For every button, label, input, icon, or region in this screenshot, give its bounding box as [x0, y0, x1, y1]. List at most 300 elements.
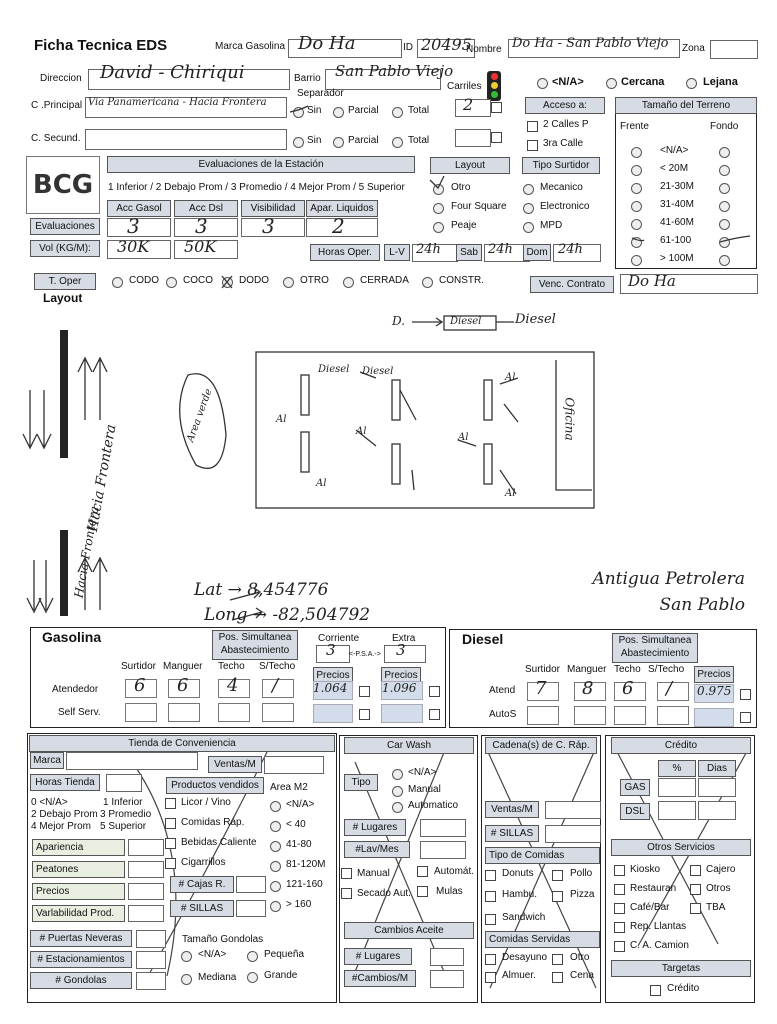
- sketch-lat: Lat → 8,454776: [194, 580, 329, 600]
- otros-servicio-checkbox[interactable]: [614, 941, 625, 952]
- tienda-producto-checkbox[interactable]: [165, 818, 176, 829]
- venc-contrato-value: Do Ha: [628, 272, 676, 290]
- cadenas-sillas-field[interactable]: [545, 825, 601, 843]
- gas-col-surtidor: Surtidor: [121, 661, 157, 672]
- hours-lv-value: 24h: [416, 242, 441, 257]
- bcg-logo: BCG: [32, 170, 94, 200]
- tienda-rating-field[interactable]: [128, 905, 164, 922]
- credito-header: Crédito: [611, 737, 751, 754]
- otros-servicio-label: Cajero: [706, 864, 736, 875]
- cadenas-pollo-label: Pollo: [570, 868, 593, 879]
- proximity-na-label: <N/A>: [552, 76, 584, 88]
- credito-col-pct: %: [658, 760, 696, 777]
- tienda-neveras-label: # Puertas Neveras: [30, 930, 132, 947]
- gas-precio-extra-value: 1.096: [382, 681, 417, 695]
- col-acc-gasol: Acc Gasol: [107, 200, 171, 217]
- evaluaciones-row-label: Evaluaciones: [30, 218, 100, 235]
- pump-label-6: Al: [356, 426, 367, 437]
- evaluaciones-scale: 1 Inferior / 2 Debajo Prom / 3 Promedio / 4 Mejor Prom / 5 Superior: [108, 182, 405, 193]
- gas-self-checkbox-2[interactable]: [429, 709, 440, 720]
- toper-option-label: CODO: [129, 275, 159, 286]
- dsl-atend-manguer-value: 8: [582, 678, 594, 699]
- tienda-producto-label: Comidas Ráp.: [181, 817, 245, 828]
- carwash-manual-checkbox[interactable]: [341, 868, 352, 879]
- terreno-option-label: < 20M: [660, 163, 689, 174]
- tienda-neveras-field[interactable]: [136, 930, 166, 948]
- terreno-option-label: > 100M: [660, 253, 694, 264]
- pump-label-7: Al: [458, 432, 469, 443]
- surtidor-electronico-label: Electronico: [540, 201, 590, 212]
- tienda-area-radio[interactable]: [270, 801, 281, 812]
- credito-card-checkbox[interactable]: [650, 985, 661, 996]
- tienda-marca-label: Marca: [30, 752, 64, 769]
- cadenas-otro-label: Otro: [570, 952, 590, 963]
- cadenas-ventas-field[interactable]: [545, 801, 601, 819]
- acceso-2calles-label: 2 Calles P: [543, 119, 589, 130]
- cadenas-sandwich-checkbox[interactable]: [485, 914, 496, 925]
- nombre-value: Do Ha - San Pablo Viejo: [512, 36, 669, 51]
- tienda-sillas-field[interactable]: [236, 900, 266, 917]
- cambios-cambios-field[interactable]: [430, 970, 464, 988]
- pump-label-4: Al: [505, 372, 516, 383]
- dsl-autos-stecho[interactable]: [657, 706, 689, 725]
- gas-atend-stecho-value: /: [272, 675, 279, 696]
- form-title: Ficha Tecnica EDS: [34, 37, 168, 54]
- otros-servicio-label: TBA: [706, 902, 726, 913]
- gas-atendedor-label: Atendedor: [52, 684, 99, 695]
- tienda-cajas-field[interactable]: [236, 876, 266, 893]
- tienda-marca-field[interactable]: [66, 752, 198, 770]
- terreno-frente-label: Frente: [620, 121, 649, 132]
- tienda-gondolas-label: # Gondolas: [30, 972, 132, 989]
- sketch-hacia-frontera: Hacia Frontera: [84, 423, 120, 533]
- tienda-ventas-field[interactable]: [264, 756, 324, 774]
- carwash-lavmes-label: #Lav/Mes: [344, 841, 410, 858]
- cadenas-pizza-label: Pizza: [570, 889, 595, 900]
- dsl-col-surtidor: Surtidor: [525, 664, 561, 675]
- tienda-area-label: Area M2: [270, 782, 308, 793]
- gasolina-pos-sim: Pos. Simultanea Abastecimiento: [212, 630, 298, 660]
- carwash-auto-radio[interactable]: [392, 802, 403, 813]
- cadenas-pizza-checkbox[interactable]: [552, 891, 563, 902]
- pump-label-1: Diesel: [318, 364, 350, 375]
- gasolina-psa: <-P.S.A.->: [349, 651, 381, 658]
- direccion-label: Direccion: [40, 73, 82, 84]
- otros-servicio-checkbox[interactable]: [614, 865, 625, 876]
- sketch-oficina: Oficina: [562, 397, 577, 441]
- sep1-total-label: Total: [408, 105, 430, 116]
- cambios-lugares-label: # Lugares: [344, 948, 412, 965]
- carwash-manual-radio[interactable]: [392, 786, 403, 797]
- dsl-atend-stecho-value: /: [666, 678, 673, 699]
- tienda-estac-field[interactable]: [136, 951, 166, 969]
- gasolina-extra-value: 3: [396, 641, 406, 659]
- scale-b-0: 1 Inferior: [103, 797, 143, 808]
- sep2-sin-label: Sin: [307, 135, 322, 146]
- tienda-area-label: 121-160: [286, 879, 323, 890]
- vol-dsl-value: 50K: [184, 237, 217, 256]
- dsl-atend-techo-value: 6: [622, 678, 634, 699]
- sep1-parcial-label: Parcial: [348, 105, 379, 116]
- layout-four-square-label: Four Square: [451, 201, 507, 212]
- scale-b-1: 3 Promedio: [100, 809, 152, 820]
- acceso-3ra-label: 3ra Calle: [543, 138, 584, 149]
- marca-value: Do Ha: [298, 33, 356, 54]
- terreno-header: Tamaño del Terreno: [615, 97, 757, 114]
- toper-option-label: COCO: [183, 275, 213, 286]
- arrow-up-4: [93, 558, 107, 610]
- carriles-value: 2: [463, 95, 474, 114]
- sketch-d-label: D.: [392, 314, 406, 328]
- gas-col-stecho: S/Techo: [259, 661, 296, 672]
- gas-self-stecho[interactable]: [262, 703, 294, 722]
- cadenas-header: Cadena(s) de C. Ráp.: [485, 737, 597, 754]
- layout-peaje-label: Peaje: [451, 220, 477, 231]
- gond-mediana-radio[interactable]: [181, 974, 192, 985]
- dsl-autos-checkbox[interactable]: [740, 712, 751, 723]
- otros-servicio-label: C. A. Camion: [630, 940, 689, 951]
- dsl-autos-manguer[interactable]: [574, 706, 606, 725]
- gas-col-manguer: Manguer: [163, 661, 203, 672]
- dsl-atend-checkbox[interactable]: [740, 689, 751, 700]
- carwash-header: Car Wash: [344, 737, 474, 754]
- arrow-down-1: [23, 390, 37, 448]
- carwash-secado-checkbox[interactable]: [341, 888, 352, 899]
- otros-servicio-label: Café/Bar: [630, 902, 670, 913]
- tienda-header: Tienda de Conveniencia: [29, 735, 335, 752]
- sketch-diesel-label: Diesel: [515, 312, 556, 327]
- eval-apar-value: 2: [332, 214, 345, 238]
- gas-self-precio-1[interactable]: [313, 704, 353, 723]
- cadenas-otro-checkbox[interactable]: [552, 954, 563, 965]
- credito-dsl-label: DSL: [620, 803, 650, 820]
- otros-servicio-checkbox[interactable]: [690, 903, 701, 914]
- credito-dsl-pct[interactable]: [658, 801, 696, 820]
- sep-mark: [290, 106, 308, 112]
- gond-grande-label: Grande: [264, 970, 298, 981]
- cadenas-donuts-label: Donuts: [502, 868, 534, 879]
- cprincipal-label: C .Principal: [31, 100, 83, 111]
- cadenas-ventas-label: Ventas/M: [485, 801, 539, 818]
- cadenas-servidas-header: Comidas Servidas: [485, 931, 600, 948]
- tienda-rating-field[interactable]: [128, 883, 164, 900]
- sketch-area-verde: Area verde: [185, 387, 215, 444]
- evaluaciones-header: Evaluaciones de la Estación: [107, 156, 415, 173]
- cadenas-cena-checkbox[interactable]: [552, 972, 563, 983]
- gas-precios-2: Precios: [381, 667, 421, 684]
- acceso-header: Acceso a:: [525, 97, 605, 114]
- proximity-cercana-label: Cercana: [621, 76, 665, 88]
- targetas-header: Targetas: [611, 960, 751, 977]
- tienda-gondolas-field[interactable]: [136, 972, 166, 990]
- pump-island-2: [301, 432, 309, 472]
- credito-gas-dias[interactable]: [698, 778, 736, 797]
- gas-self-techo[interactable]: [218, 703, 250, 722]
- horas-oper-label: Horas Oper.: [310, 244, 380, 261]
- tienda-area-label: 41-80: [286, 839, 312, 850]
- carriles-label: Carriles: [447, 81, 482, 92]
- otros-servicio-checkbox[interactable]: [690, 884, 701, 895]
- road-divider-bottom: [60, 530, 68, 616]
- carwash-lugares-label: # Lugares: [344, 819, 406, 836]
- cambios-cambios-label: #Cambios/M: [344, 970, 416, 987]
- carwash-lugares-field[interactable]: [420, 819, 466, 837]
- venc-contrato-label: Venc. Contrato: [530, 276, 614, 293]
- tienda-cajas-label: # Cajas R.: [170, 876, 234, 893]
- tienda-producto-label: Cigarrillos: [181, 857, 226, 868]
- terreno-option-label: 21-30M: [660, 181, 694, 192]
- gond-na-label: <N/A>: [198, 949, 227, 960]
- gas-self-manguer[interactable]: [168, 703, 200, 722]
- dsl-atend-label: Atend: [489, 685, 516, 696]
- diesel-arrow: [412, 318, 442, 326]
- layout-otro-label: Otro: [451, 182, 471, 193]
- barrio-label: Barrio: [294, 73, 321, 84]
- col-visibilidad: Visibilidad: [241, 200, 305, 217]
- tienda-area-label: <N/A>: [286, 799, 315, 810]
- dsl-col-stecho: S/Techo: [648, 664, 685, 675]
- eval-visibilidad-value: 3: [262, 214, 275, 238]
- gas-precios-1: Precios: [313, 667, 353, 684]
- dsl-atend-surtidor-value: 7: [535, 678, 547, 699]
- day-sab-label: Sab: [456, 244, 482, 261]
- tienda-rating-label: Precios: [32, 883, 125, 900]
- gond-pequena-label: Pequeña: [264, 949, 305, 960]
- eval-acc-gasol-value: 3: [127, 214, 140, 238]
- road-divider-top: [60, 330, 68, 458]
- tienda-producto-checkbox[interactable]: [165, 798, 176, 809]
- tienda-productos-header: Productos vendidos: [166, 777, 264, 794]
- credito-card-label: Crédito: [667, 983, 700, 994]
- eval-acc-dsl-value: 3: [195, 214, 208, 238]
- pump-label-5: Al: [316, 478, 327, 489]
- gond-pequena-radio[interactable]: [247, 951, 258, 962]
- pump-island-5: [484, 380, 492, 420]
- tienda-rating-label: Peatones: [32, 861, 125, 878]
- arrow-down-3: [27, 560, 41, 612]
- gas-atend-manguer-value: 6: [177, 675, 189, 696]
- dsl-precio-value: 0.975: [697, 684, 732, 698]
- carwash-auto-label: Automatico: [408, 800, 459, 811]
- carwash-automat-checkbox[interactable]: [417, 866, 428, 877]
- proximity-lejana-label: Lejana: [703, 76, 738, 88]
- tienda-area-label: > 160: [286, 899, 312, 910]
- tienda-area-radio[interactable]: [270, 821, 281, 832]
- marca-label: Marca Gasolina: [215, 41, 286, 52]
- dsl-precios-header: Precios: [694, 666, 734, 683]
- cadenas-hambu-checkbox[interactable]: [485, 891, 496, 902]
- gas-atend-techo-value: 4: [227, 675, 239, 696]
- otros-servicio-label: Restauran: [630, 883, 677, 894]
- gas-precio-corriente-value: 1.064: [313, 681, 348, 695]
- day-lv-label: L-V: [384, 244, 410, 261]
- pump-island-1: [301, 375, 309, 415]
- cadenas-cena-label: Cena: [570, 970, 594, 981]
- carwash-secado-label: Secado Aut.: [357, 888, 411, 899]
- tienda-horas-field[interactable]: [106, 774, 142, 792]
- terreno-option-label: 61-100: [660, 235, 692, 246]
- layout-section-label: Layout: [43, 291, 83, 305]
- carwash-lavmes-field[interactable]: [420, 841, 466, 859]
- otros-servicio-checkbox[interactable]: [614, 922, 625, 933]
- scale-b-2: 5 Superior: [100, 821, 147, 832]
- tienda-area-radio[interactable]: [270, 841, 281, 852]
- tienda-rating-field[interactable]: [128, 861, 164, 878]
- sep2-parcial-label: Parcial: [348, 135, 379, 146]
- terreno-option-label: <N/A>: [660, 145, 689, 156]
- dsl-autos-label: AutoS: [489, 709, 517, 720]
- tienda-rating-label: Varlabilidad Prod.: [32, 905, 125, 922]
- tienda-estac-label: # Estacionamientos: [30, 951, 132, 968]
- tienda-producto-label: Bebidas Caliente: [181, 837, 257, 848]
- csecund-label: C. Secund.: [31, 133, 81, 144]
- otros-servicios-header: Otros Servicios: [611, 839, 751, 856]
- arrow-down-2: [37, 390, 51, 448]
- direccion-value: David - Chiriqui: [100, 62, 245, 83]
- carwash-mulas-checkbox[interactable]: [417, 886, 428, 897]
- pump-island-6: [484, 444, 492, 484]
- toper-option-label: CERRADA: [360, 275, 409, 286]
- tienda-rating-label: Apariencia: [32, 839, 125, 856]
- carwash-manual-label: Manual: [408, 784, 441, 795]
- day-dom-label: Dom: [523, 244, 551, 261]
- gas-self-surtidor[interactable]: [125, 703, 157, 722]
- gas-atend-surtidor-value: 6: [134, 675, 146, 696]
- otros-servicio-label: Kiosko: [630, 864, 661, 875]
- tienda-ventas-label: Ventas/M: [208, 756, 262, 773]
- hours-sab-value: 24h: [488, 242, 513, 257]
- toper-option-label: CONSTR.: [439, 275, 484, 286]
- col-apar-liquidos: Apar. Liquidos: [306, 200, 378, 217]
- dsl-col-manguer: Manguer: [567, 664, 607, 675]
- gond-mediana-label: Mediana: [198, 972, 237, 983]
- gasolina-title: Gasolina: [42, 629, 102, 645]
- sketch-hacia-frontera-2: Hacia Frontera: [71, 504, 102, 600]
- sketch-long: Long → -82,504792: [204, 605, 371, 625]
- gas-corriente-checkbox[interactable]: [359, 686, 370, 697]
- credito-col-dias: Dias: [698, 760, 736, 777]
- gas-self-precio-2[interactable]: [381, 704, 423, 723]
- gasolina-extra-label: Extra: [392, 633, 416, 644]
- tienda-area-label: 81-120M: [286, 859, 326, 870]
- vol-label: Vol (KG/M):: [30, 240, 100, 257]
- arrow-up-1: [78, 358, 92, 420]
- tienda-tam-gondolas: Tamaño Gondolas: [182, 934, 264, 945]
- col-acc-dsl: Acc Dsl: [174, 200, 238, 217]
- barrio-value: San Pablo Viejo: [335, 62, 454, 80]
- credito-dsl-dias[interactable]: [698, 801, 736, 820]
- toper-label: T. Oper: [34, 273, 96, 290]
- diesel-pos-sim: Pos. Simultanea Abastecimiento: [612, 633, 698, 663]
- surtidor-header: Tipo Surtidor: [522, 157, 600, 174]
- otros-servicio-checkbox[interactable]: [614, 903, 625, 914]
- otros-servicio-label: Otros: [706, 883, 731, 894]
- credito-gas-pct[interactable]: [658, 778, 696, 797]
- cadenas-pollo-checkbox[interactable]: [552, 870, 563, 881]
- tienda-area-label: < 40: [286, 819, 306, 830]
- carwash-na-radio[interactable]: [392, 769, 403, 780]
- gond-na-radio[interactable]: [181, 951, 192, 962]
- tienda-horas-label: Horas Tienda: [30, 774, 100, 791]
- otros-servicio-label: Rep. Llantas: [630, 921, 687, 932]
- terreno-marks: [720, 236, 750, 242]
- cadenas-almuer-checkbox[interactable]: [485, 972, 496, 983]
- scale-a-1: 2 Debajo Prom: [31, 809, 98, 820]
- pump-island-4: [392, 444, 400, 484]
- cambios-header: Cambios Aceite: [344, 922, 474, 939]
- cadenas-donuts-checkbox[interactable]: [485, 870, 496, 881]
- tienda-rating-field[interactable]: [128, 839, 164, 856]
- tienda-producto-checkbox[interactable]: [165, 858, 176, 869]
- dsl-atend-stecho[interactable]: [657, 682, 689, 701]
- gas-col-techo: Techo: [218, 661, 245, 672]
- terreno-fondo-label: Fondo: [710, 121, 739, 132]
- terreno-option-label: 41-60M: [660, 217, 694, 228]
- pump-label-2: Al: [276, 414, 287, 425]
- hours-dom-value: 24h: [558, 242, 583, 257]
- otros-servicio-checkbox[interactable]: [614, 884, 625, 895]
- pump-island-3: [392, 380, 400, 420]
- carwash-automat-check-label: Automát.: [434, 866, 475, 877]
- tienda-area-radio[interactable]: [270, 901, 281, 912]
- vol-gas-value: 30K: [117, 237, 150, 256]
- tienda-producto-label: Licor / Vino: [181, 797, 231, 808]
- gasolina-corriente-label: Corriente: [318, 633, 360, 644]
- cadenas-almuer-label: Almuer.: [502, 970, 536, 981]
- separador-label: Separador: [297, 88, 344, 99]
- carwash-tipo-label: Tipo: [344, 774, 378, 791]
- gas-self-checkbox-1[interactable]: [359, 709, 370, 720]
- cadenas-sandwich-label: Sandwich: [502, 912, 546, 923]
- tienda-area-radio[interactable]: [270, 881, 281, 892]
- nombre-label: Nombre: [466, 44, 502, 55]
- cprincipal-value: Via Panamericana - Hacia Frontera: [88, 97, 267, 108]
- dsl-autos-surtidor[interactable]: [527, 706, 559, 725]
- tienda-sillas-label: # SILLAS: [170, 900, 234, 917]
- id-value: 20495: [421, 35, 472, 54]
- cadenas-sillas-label: # SILLAS: [485, 825, 539, 842]
- carwash-na-label: <N/A>: [408, 767, 437, 778]
- cadenas-desayuno-label: Desayuno: [502, 952, 548, 963]
- cadenas-desayuno-checkbox[interactable]: [485, 954, 496, 965]
- carwash-manual-check-label: Manual: [357, 868, 390, 879]
- sketch-diesel-box: Diesel: [450, 316, 482, 327]
- gas-extra-checkbox[interactable]: [429, 686, 440, 697]
- dsl-autos-techo[interactable]: [614, 706, 646, 725]
- dsl-col-techo: Techo: [614, 664, 641, 675]
- gond-grande-radio[interactable]: [247, 972, 258, 983]
- toper-option-label: DODO: [239, 275, 269, 286]
- scale-a-2: 4 Mejor Prom: [31, 821, 92, 832]
- otros-servicio-checkbox[interactable]: [690, 865, 701, 876]
- toper-option-label: OTRO: [300, 275, 329, 286]
- tienda-producto-checkbox[interactable]: [165, 838, 176, 849]
- dsl-autos-precio[interactable]: [694, 708, 734, 727]
- cambios-lugares-field[interactable]: [430, 948, 464, 966]
- scale-a-0: 0 <N/A>: [31, 797, 68, 808]
- gas-self-label: Self Serv.: [58, 707, 101, 718]
- gasolina-corriente-value: 3: [326, 641, 336, 659]
- sep1-sin-label: Sin: [307, 105, 322, 116]
- tienda-area-radio[interactable]: [270, 861, 281, 872]
- zona-label: Zona: [682, 43, 705, 54]
- cadenas-hambu-label: Hambu.: [502, 889, 538, 900]
- cadenas-tipo-header: Tipo de Comidas: [485, 847, 600, 864]
- layout-opts-header: Layout: [430, 157, 510, 174]
- surtidor-mpd-label: MPD: [540, 220, 563, 231]
- sketch-nota: Antigua Petrolera San Pablo: [592, 569, 745, 615]
- pump-label-3: Diesel: [362, 366, 394, 377]
